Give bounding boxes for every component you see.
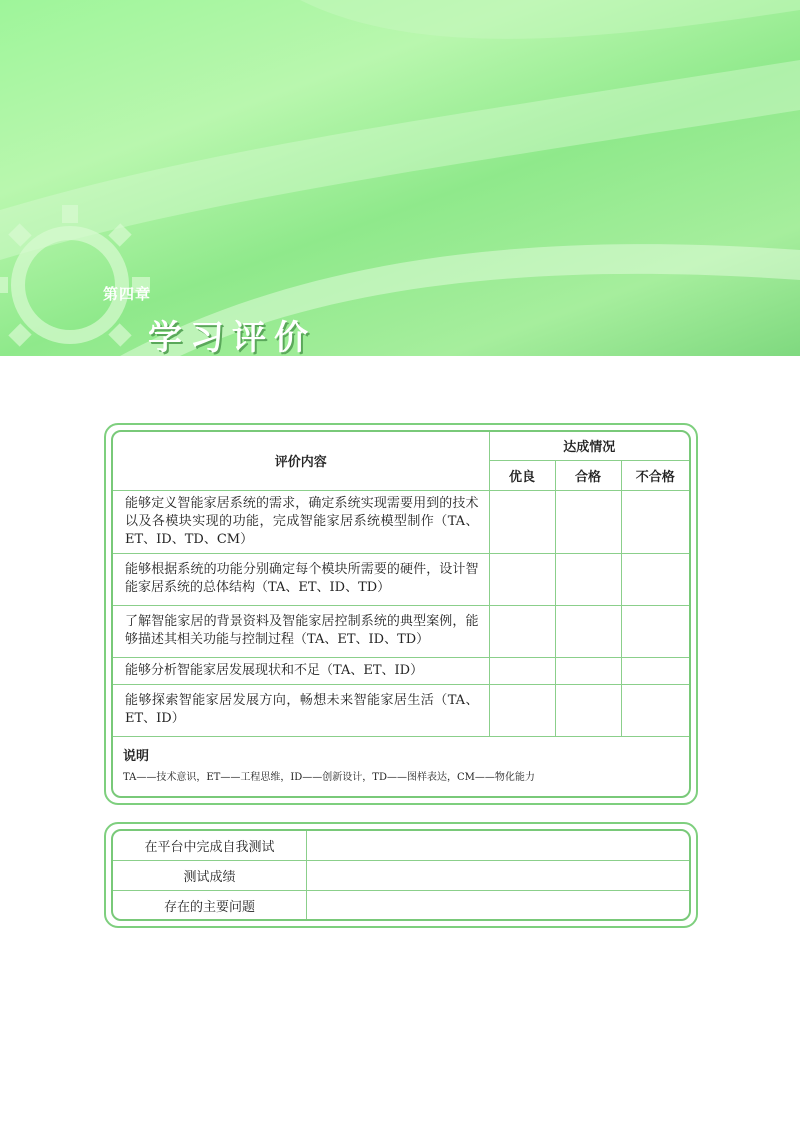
score-input[interactable] — [307, 861, 690, 891]
chapter-label: 第四章 — [103, 285, 152, 303]
table-row — [113, 553, 689, 605]
table-row — [113, 605, 689, 657]
check-cell[interactable] — [621, 553, 689, 605]
check-cell[interactable] — [621, 684, 689, 736]
table-row — [113, 891, 689, 921]
note-text: TA——技术意识，ET——工程思维，ID——创新设计，TD——图样表达，CM——物化能力 — [123, 771, 535, 783]
table-row — [113, 861, 689, 891]
problems-label: 存在的主要问题 — [113, 891, 307, 921]
note-row — [113, 736, 689, 791]
score-label: 测试成绩 — [113, 861, 307, 891]
check-cell[interactable] — [621, 490, 689, 553]
chapter-banner — [0, 0, 800, 356]
self-test-frame — [104, 822, 698, 928]
check-cell[interactable] — [621, 605, 689, 657]
problems-input[interactable] — [307, 891, 690, 921]
level-fail: 不合格 — [621, 460, 689, 490]
table-row — [113, 684, 689, 736]
check-cell[interactable] — [555, 490, 621, 553]
evaluation-table — [113, 432, 689, 791]
evaluation-frame — [104, 423, 698, 805]
check-cell[interactable] — [555, 553, 621, 605]
check-cell[interactable] — [489, 657, 555, 684]
note-title: 说明 — [123, 748, 150, 764]
criterion-text: 能够分析智能家居发展现状和不足（TA、ET、ID） — [113, 657, 489, 684]
achievement-header: 达成情况 — [489, 432, 689, 460]
table-row — [113, 657, 689, 684]
table-row — [113, 831, 689, 861]
level-pass: 合格 — [555, 460, 621, 490]
level-excellent: 优良 — [489, 460, 555, 490]
self-test-table-wrapper — [111, 829, 691, 921]
check-cell[interactable] — [555, 657, 621, 684]
page-title: 学习评价 — [148, 318, 316, 356]
check-cell[interactable] — [555, 684, 621, 736]
check-cell[interactable] — [489, 553, 555, 605]
check-cell[interactable] — [489, 605, 555, 657]
check-cell[interactable] — [489, 684, 555, 736]
table-row — [113, 490, 689, 553]
check-cell[interactable] — [621, 657, 689, 684]
criterion-text: 能够定义智能家居系统的需求，确定系统实现需要用到的技术以及各模块实现的功能，完成智能家居系统模型制作（TA、ET、ID、TD、CM） — [113, 490, 489, 553]
evaluation-table-wrapper — [111, 430, 691, 798]
criterion-text: 能够探索智能家居发展方向，畅想未来智能家居生活（TA、ET、ID） — [113, 684, 489, 736]
check-cell[interactable] — [555, 605, 621, 657]
criterion-text: 了解智能家居的背景资料及智能家居控制系统的典型案例，能够描述其相关功能与控制过程（TA、ET、ID、TD） — [113, 605, 489, 657]
self-test-table — [113, 831, 689, 920]
check-cell[interactable] — [489, 490, 555, 553]
self-test-input[interactable] — [307, 831, 690, 861]
self-test-label: 在平台中完成自我测试 — [113, 831, 307, 861]
content-header: 评价内容 — [113, 432, 489, 490]
criterion-text: 能够根据系统的功能分别确定每个模块所需要的硬件，设计智能家居系统的总体结构（TA、ET、ID、TD） — [113, 553, 489, 605]
